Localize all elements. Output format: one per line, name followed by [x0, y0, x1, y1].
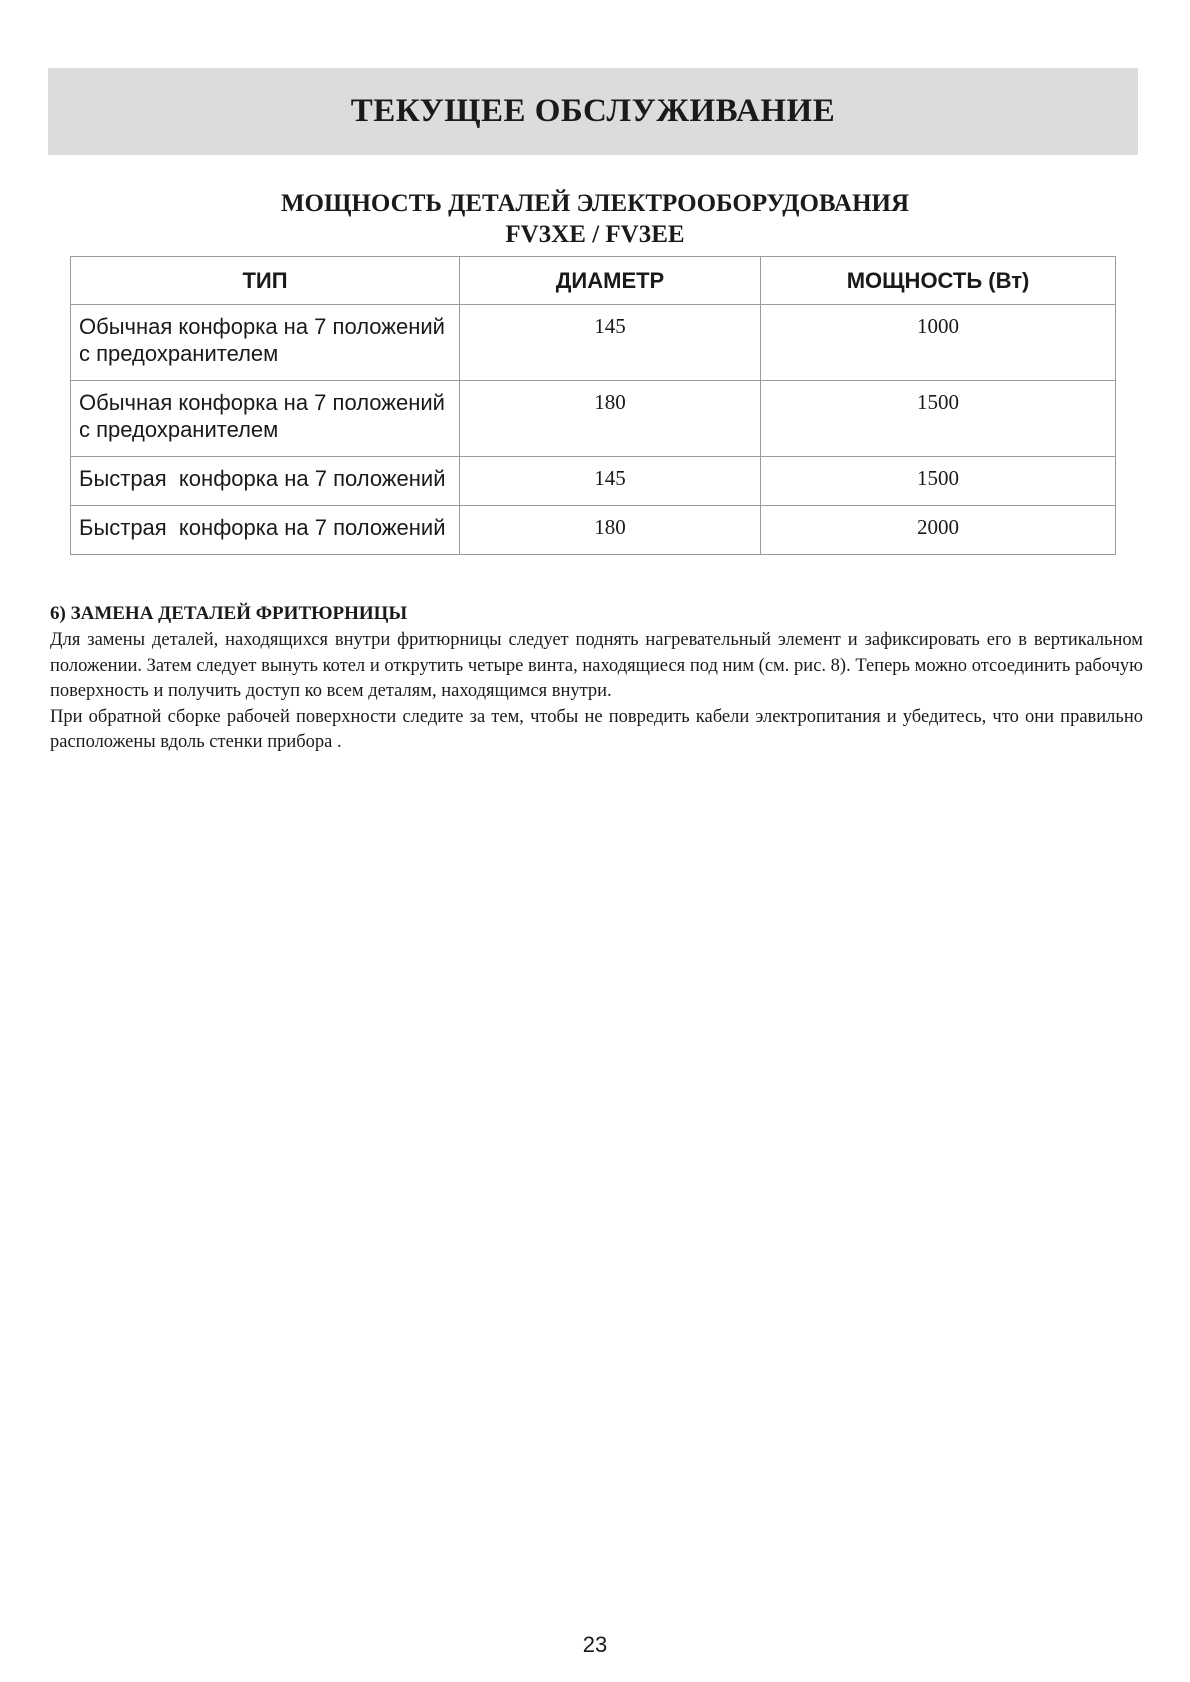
type-text-line2: с предохранителем [79, 417, 279, 442]
type-text-line2: с предохранителем [79, 341, 279, 366]
table-row [71, 381, 1116, 457]
type-text: Быстрая конфорка на 7 положений [79, 466, 446, 491]
type-text: Обычная конфорка на 7 положений [79, 314, 445, 339]
page-header-band [48, 68, 1138, 155]
table-row [71, 305, 1116, 381]
power-cell: 2000 [761, 506, 1116, 555]
fryer-paragraph-1: Для замены деталей, находящихся внутри фритюрницы следует поднять нагревательный элемент и зафиксировать его в вертикальном положении. Затем следует вынуть котел и открутить четыре винта, находящиеся под ним (см. рис. 8). Теперь можно отсоединить рабочую поверхность и получить доступ ко всем деталям, находящимся внутри. [50, 630, 1143, 701]
page-number: 23 [582, 1632, 608, 1657]
diameter-cell: 180 [460, 506, 761, 555]
power-cell: 1500 [761, 381, 1116, 457]
page-title: ТЕКУЩЕЕ ОБСЛУЖИВАНИЕ [350, 93, 836, 129]
type-cell [71, 381, 460, 457]
column-header-power: МОЩНОСТЬ (Вт) [761, 257, 1116, 305]
fryer-section-body [50, 628, 1143, 756]
table-header-row [71, 257, 1116, 305]
type-cell [71, 305, 460, 381]
diameter-cell: 145 [460, 305, 761, 381]
diameter-cell: 145 [460, 457, 761, 506]
section-title: МОЩНОСТЬ ДЕТАЛЕЙ ЭЛЕКТРООБОРУДОВАНИЯ [280, 190, 910, 217]
type-text: Обычная конфорка на 7 положений [79, 390, 445, 415]
fryer-paragraph-2: При обратной сборке рабочей поверхности следите за тем, чтобы не повредить кабели электропитания и убедитесь, что они правильно расположены вдоль стенки прибора . [50, 706, 1143, 752]
type-cell [71, 457, 460, 506]
section-models: FV3XE / FV3EE [505, 221, 685, 248]
table-row [71, 506, 1116, 555]
power-cell: 1500 [761, 457, 1116, 506]
power-cell: 1000 [761, 305, 1116, 381]
type-cell [71, 506, 460, 555]
column-header-type: ТИП [71, 257, 460, 305]
diameter-cell: 180 [460, 381, 761, 457]
power-table [70, 256, 1116, 555]
fryer-section-heading: 6) ЗАМЕНА ДЕТАЛЕЙ ФРИТЮРНИЦЫ [50, 603, 408, 624]
column-header-diameter: ДИАМЕТР [460, 257, 761, 305]
table-row [71, 457, 1116, 506]
type-text: Быстрая конфорка на 7 положений [79, 515, 446, 540]
